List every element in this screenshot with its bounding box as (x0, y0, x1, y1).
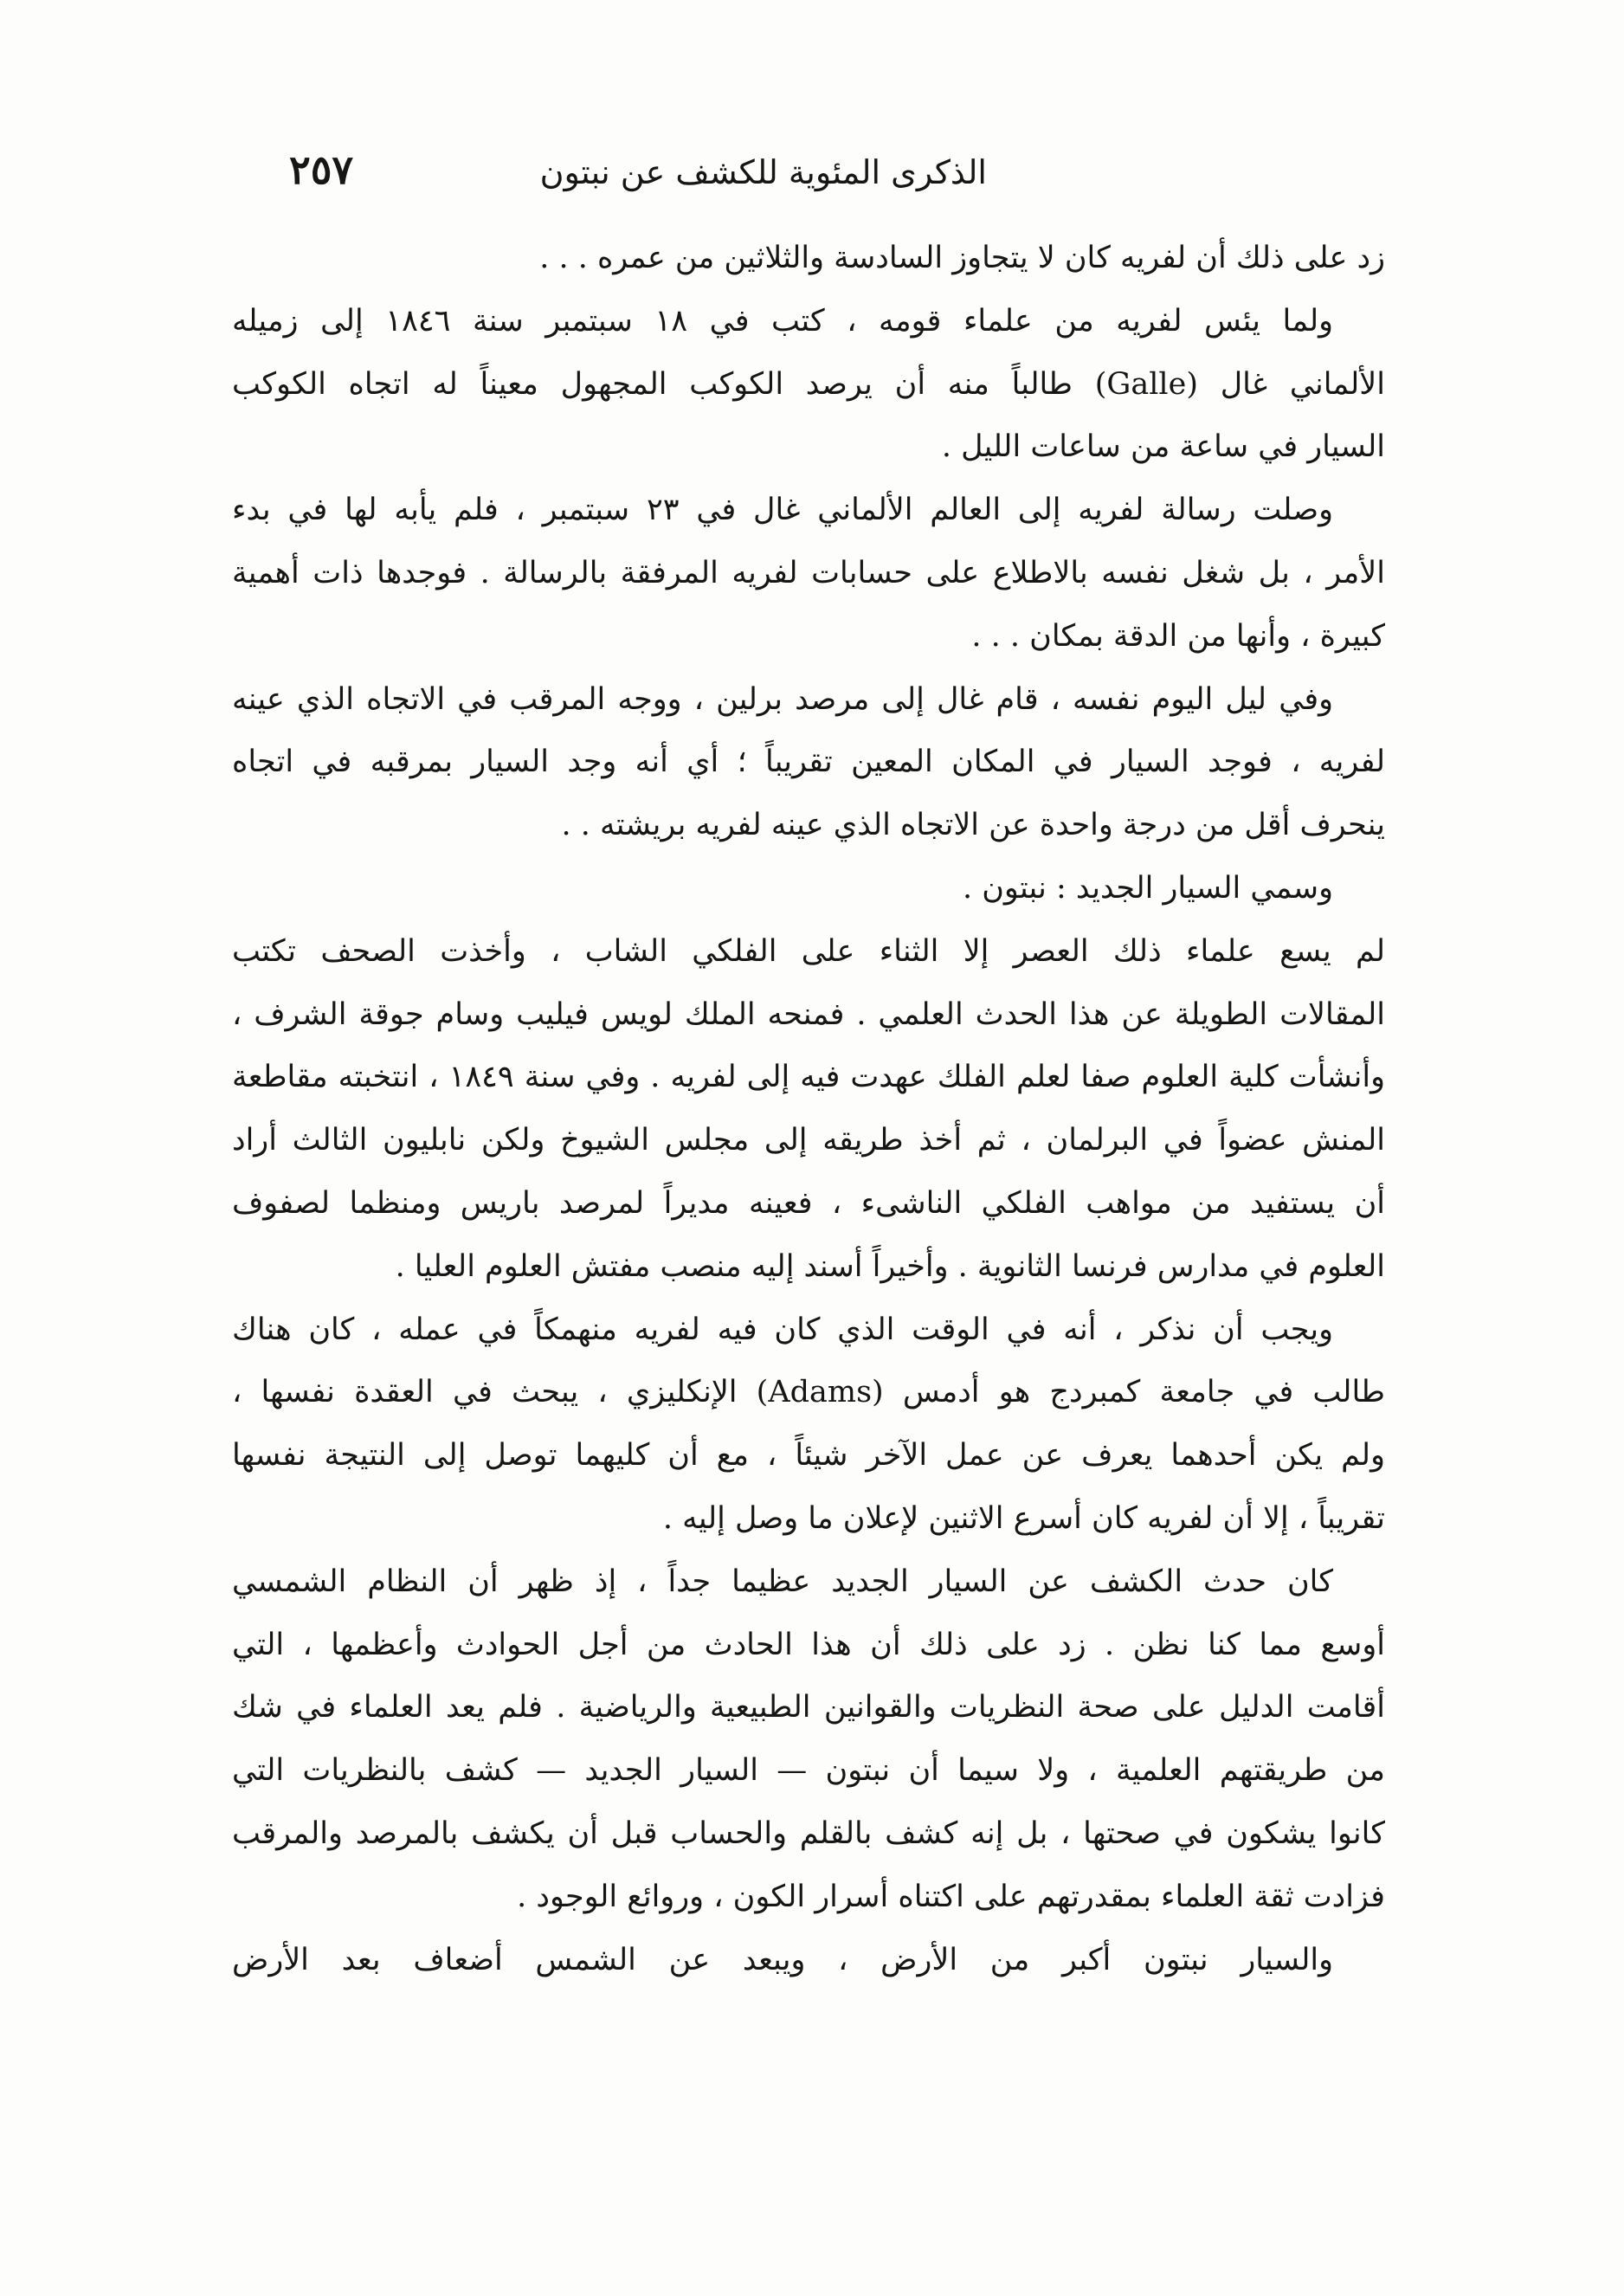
text-line: ولما يئس لفريه من علماء قومه ، كتب في ١٨ سبتمبر سنة ١٨٤٦ إلى زميله (232, 303, 1334, 339)
text-line: كانوا يشكون في صحتها ، بل إنه كشف بالقلم والحساب قبل أن يكشف بالمرصد والمرقب (232, 1816, 1385, 1851)
text-line: أن يستفيد من مواهب الفلكي الناشىء ، فعينه مديراً لمرصد باريس ومنظما لصفوف (232, 1185, 1385, 1221)
text-line: الأمر ، بل شغل نفسه بالاطلاع على حسابات لفريه المرفقة بالرسالة . فوجدها ذات أهمية (232, 555, 1385, 590)
text-line: المنش عضواً في البرلمان ، ثم أخذ طريقه إلى مجلس الشيوخ ولكن نابليون الثالث أراد (232, 1123, 1385, 1158)
text-line: تقريباً ، إلا أن لفريه كان أسرع الاثنين لإعلان ما وصل إليه . (662, 1500, 1385, 1536)
text-line: الألماني غال (Galle) طالباً منه أن يرصد الكوكب المجهول معيناً له اتجاه الكوكب (232, 366, 1385, 402)
text-line: زد على ذلك أن لفريه كان لا يتجاوز السادسة والثلاثين من عمره . . . (539, 241, 1385, 275)
text-line: من طريقتهم العلمية ، ولا سيما أن نبتون — السيار الجديد — كشف بالنظريات التي (232, 1753, 1385, 1789)
text-line: وسمي السيار الجديد : نبتون . (962, 870, 1333, 906)
text-line: لفريه ، فوجد السيار في المكان المعين تقريباً ؛ أي أنه وجد السيار بمرقبه في اتجاه (232, 745, 1385, 780)
text-line: السيار في ساعة من ساعات الليل . (941, 429, 1385, 465)
text-line: وفي ليل اليوم نفسه ، قام غال إلى مرصد برلين ، ووجه المرقب في الاتجاه الذي عينه (232, 681, 1333, 717)
text-line: والسيار نبتون أكبر من الأرض ، ويبعد عن الشمس أضعاف بعد الأرض (232, 1942, 1333, 1977)
text-line: وصلت رسالة لفريه إلى العالم الألماني غال في ٢٣ سبتمبر ، فلم يأبه لها في بدء (232, 493, 1333, 528)
text-line: لم يسع علماء ذلك العصر إلا الثناء على الفلكي الشاب ، وأخذت الصحف تكتب (232, 933, 1385, 969)
text-line: كبيرة ، وأنها من الدقة بمكان . . . (971, 618, 1385, 654)
text-line: وأنشأت كلية العلوم صفا لعلم الفلك عهدت فيه إلى لفريه . وفي سنة ١٨٤٩ ، انتخبته مقاطعة (232, 1060, 1385, 1095)
header-title: الذكرى المئوية للكشف عن نبتون (539, 153, 987, 191)
text-line: العلوم في مدارس فرنسا الثانوية . وأخيراً أسند إليه منصب مفتش العلوم العليا . (395, 1248, 1385, 1284)
text-line: ولم يكن أحدهما يعرف عن عمل الآخر شيئاً ، مع أن كليهما توصل إلى النتيجة نفسها (232, 1438, 1385, 1474)
text-line: فزادت ثقة العلماء بمقدرتهم على اكتناه أسرار الكون ، وروائع الوجود . (517, 1879, 1385, 1914)
page-number: ٢٥٧ (289, 146, 354, 193)
text-line: المقالات الطويلة عن هذا الحدث العلمي . فمنحه الملك لويس فيليب وسام جوقة الشرف ، (232, 996, 1385, 1032)
text-line: أوسع مما كنا نظن . زد على ذلك أن هذا الحادث من أجل الحوادث وأعظمها ، التي (232, 1627, 1385, 1662)
text-line: طالب في جامعة كمبردج هو أدمس (Adams) الإنكليزي ، يبحث في العقدة نفسها ، (232, 1375, 1385, 1410)
running-header (232, 145, 1385, 206)
text-line: ينحرف أقل من درجة واحدة عن الاتجاه الذي عينه لفريه بريشته . . (561, 808, 1385, 843)
text-line: أقامت الدليل على صحة النظريات والقوانين الطبيعية والرياضية . فلم يعد العلماء في شك (232, 1690, 1385, 1725)
text-line: ويجب أن نذكر ، أنه في الوقت الذي كان فيه لفريه منهمكاً في عمله ، كان هناك (232, 1312, 1333, 1347)
body-text (232, 227, 1385, 1991)
text-line: كان حدث الكشف عن السيار الجديد عظيما جداً ، إذ ظهر أن النظام الشمسي (232, 1564, 1333, 1599)
